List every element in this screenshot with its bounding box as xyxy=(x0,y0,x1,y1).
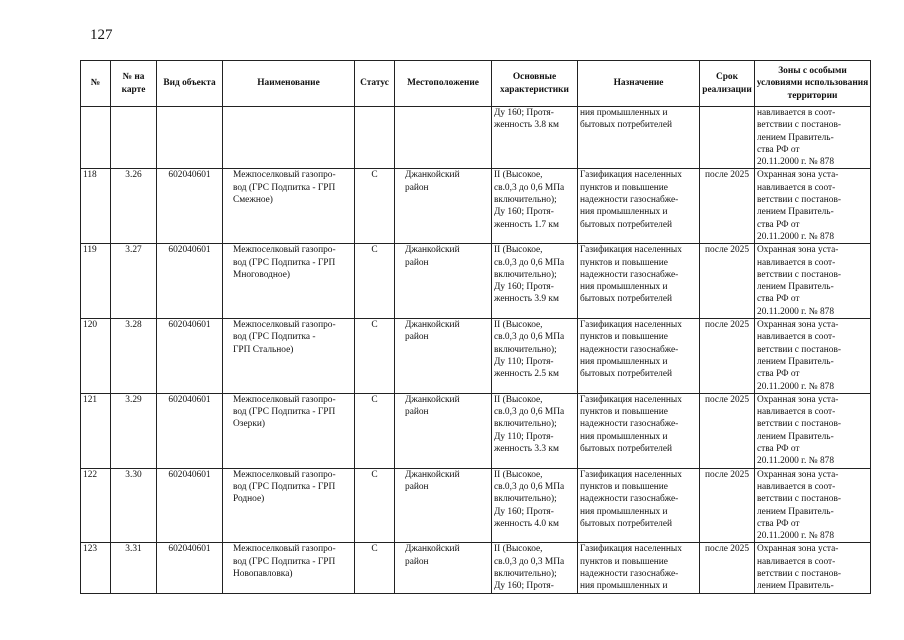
cell-location xyxy=(395,319,492,394)
cell-line: бытовых потребителей xyxy=(580,444,673,455)
header-map-number: № на карте xyxy=(111,61,157,107)
cell-line: 20.11.2000 г. № 878 xyxy=(757,231,835,242)
cell-line: пунктов и повышение xyxy=(580,407,668,418)
cell-line: пунктов и повышение xyxy=(580,182,668,193)
cell-line: Джанкойский xyxy=(405,320,460,331)
cell-number: 120 xyxy=(81,319,111,394)
cell-line: 20.11.2000 г. № 878 xyxy=(757,456,835,467)
cell-line: Газификация населенных xyxy=(580,544,682,555)
cell-line: Газификация населенных xyxy=(580,170,682,181)
cell-line: ветствии с постанов- xyxy=(757,344,842,355)
cell-line: Межпоселковый газопро- xyxy=(233,469,336,480)
cell-line: ния промышленных и xyxy=(580,207,668,218)
cell-line: II (Высокое, xyxy=(494,544,543,555)
cell-purpose xyxy=(578,319,700,394)
cell-name xyxy=(223,107,355,169)
table-row xyxy=(81,468,871,543)
cell-line: лением Правитель- xyxy=(757,132,834,143)
cell-map-number: 3.30 xyxy=(111,468,157,543)
header-term: Срок реализации xyxy=(700,61,755,107)
cell-line: II (Высокое, xyxy=(494,469,543,480)
cell-line: навливается в соот- xyxy=(757,556,836,567)
cell-number: 121 xyxy=(81,393,111,468)
cell-line: Новопавловка) xyxy=(233,568,293,579)
cell-line: надежности газоснабже- xyxy=(580,568,679,579)
cell-line: ветствии с постанов- xyxy=(757,419,842,430)
cell-line: район xyxy=(405,257,429,268)
cell-line: ства РФ от xyxy=(757,369,800,380)
cell-line: Охранная зона уста- xyxy=(757,394,839,405)
cell-line: вод (ГРС Подпитка - ГРП xyxy=(233,556,336,567)
objects-table xyxy=(80,60,871,594)
cell-line: Газификация населенных xyxy=(580,245,682,256)
cell-line: включительно); xyxy=(494,568,557,579)
cell-line: ния промышленных и xyxy=(580,108,668,118)
cell-purpose xyxy=(578,107,700,169)
cell-line: Газификация населенных xyxy=(580,469,682,480)
cell-line: св.0,3 до 0,6 МПа xyxy=(494,481,565,492)
cell-line: бытовых потребителей xyxy=(580,120,673,131)
cell-line: Ду 160; Протя- xyxy=(494,108,554,118)
cell-zones xyxy=(755,169,871,244)
cell-line: ства РФ от xyxy=(757,444,800,455)
cell-line: надежности газоснабже- xyxy=(580,344,679,355)
cell-number: 119 xyxy=(81,244,111,319)
cell-line: ства РФ от xyxy=(757,219,800,230)
cell-line: ния промышленных и xyxy=(580,282,668,293)
cell-characteristics xyxy=(492,543,578,593)
cell-line: Ду 110; Протя- xyxy=(494,431,554,442)
cell-object-type: 602040601 xyxy=(157,169,223,244)
cell-line: лением Правитель- xyxy=(757,431,834,442)
cell-line: ветствии с постанов- xyxy=(757,494,842,505)
cell-purpose xyxy=(578,468,700,543)
cell-line: II (Высокое, xyxy=(494,394,543,405)
header-object-type: Вид объекта xyxy=(157,61,223,107)
cell-line: женность 1.7 км xyxy=(494,219,559,230)
cell-line: вод (ГРС Подпитка - ГРП xyxy=(233,257,336,268)
header-zones: Зоны с особыми условиями использования территории xyxy=(755,61,871,107)
cell-zones xyxy=(755,543,871,593)
cell-line: Охранная зона уста- xyxy=(757,544,839,555)
cell-line: Межпоселковый газопро- xyxy=(233,245,336,256)
cell-object-type: 602040601 xyxy=(157,319,223,394)
cell-line: Ду 160; Протя- xyxy=(494,506,554,517)
cell-name xyxy=(223,468,355,543)
cell-line: II (Высокое, xyxy=(494,170,543,181)
cell-map-number xyxy=(111,107,157,169)
cell-line: Ду 110; Протя- xyxy=(494,356,554,367)
cell-line: надежности газоснабже- xyxy=(580,419,679,430)
cell-term: после 2025 xyxy=(700,169,755,244)
cell-purpose xyxy=(578,543,700,593)
page-number: 127 xyxy=(90,27,113,43)
cell-line: ветствии с постанов- xyxy=(757,195,842,206)
cell-line: Смежное) xyxy=(233,195,273,206)
cell-name xyxy=(223,393,355,468)
cell-line: ветствии с постанов- xyxy=(757,269,842,280)
cell-line: лением Правитель- xyxy=(757,506,834,517)
cell-line: район xyxy=(405,407,429,418)
cell-line: Ду 160; Протя- xyxy=(494,207,554,218)
cell-object-type: 602040601 xyxy=(157,244,223,319)
cell-line: включительно); xyxy=(494,419,557,430)
cell-location xyxy=(395,169,492,244)
cell-line: навливается в соот- xyxy=(757,407,836,418)
cell-number xyxy=(81,107,111,169)
cell-line: Многоводное) xyxy=(233,269,290,280)
cell-line: Межпоселковый газопро- xyxy=(233,170,336,181)
cell-line: навливается в соот- xyxy=(757,257,836,268)
cell-line: св.0,3 до 0,6 МПа xyxy=(494,182,565,193)
cell-line: женность 4.0 км xyxy=(494,518,559,529)
cell-line: лением Правитель- xyxy=(757,581,834,592)
cell-line: Межпоселковый газопро- xyxy=(233,320,336,331)
cell-status: С xyxy=(355,169,395,244)
cell-object-type: 602040601 xyxy=(157,468,223,543)
cell-zones xyxy=(755,468,871,543)
cell-line: лением Правитель- xyxy=(757,356,834,367)
cell-line: ния промышленных и xyxy=(580,356,668,367)
cell-number: 118 xyxy=(81,169,111,244)
table-row-continuation xyxy=(81,107,871,169)
header-name: Наименование xyxy=(223,61,355,107)
table-row xyxy=(81,543,871,593)
cell-line: св.0,3 до 0,6 МПа xyxy=(494,332,565,343)
cell-characteristics xyxy=(492,319,578,394)
table-row xyxy=(81,393,871,468)
cell-line: вод (ГРС Подпитка - xyxy=(233,332,316,343)
cell-line: надежности газоснабже- xyxy=(580,494,679,505)
cell-status: С xyxy=(355,319,395,394)
cell-line: ния промышленных и xyxy=(580,581,668,592)
header-status: Статус xyxy=(355,61,395,107)
cell-line: Джанкойский xyxy=(405,469,460,480)
cell-line: ства РФ от xyxy=(757,144,800,155)
cell-line: пунктов и повышение xyxy=(580,332,668,343)
table-row xyxy=(81,319,871,394)
cell-line: ния промышленных и xyxy=(580,506,668,517)
cell-term: после 2025 xyxy=(700,543,755,593)
cell-zones xyxy=(755,393,871,468)
cell-line: район xyxy=(405,556,429,567)
header-number: № xyxy=(81,61,111,107)
cell-line: лением Правитель- xyxy=(757,282,834,293)
header-characteristics: Основные характеристики xyxy=(492,61,578,107)
cell-line: Ду 160; Протя- xyxy=(494,581,554,592)
cell-line: район xyxy=(405,481,429,492)
cell-zones xyxy=(755,107,871,169)
cell-status: С xyxy=(355,244,395,319)
cell-line: навливается в соот- xyxy=(757,481,836,492)
cell-line: 20.11.2000 г. № 878 xyxy=(757,531,835,542)
cell-line: Охранная зона уста- xyxy=(757,170,839,181)
cell-status xyxy=(355,107,395,169)
cell-object-type: 602040601 xyxy=(157,393,223,468)
cell-map-number: 3.27 xyxy=(111,244,157,319)
cell-line: 20.11.2000 г. № 878 xyxy=(757,157,835,168)
cell-line: Межпоселковый газопро- xyxy=(233,394,336,405)
header-location: Местоположение xyxy=(395,61,492,107)
cell-line: навливается в соот- xyxy=(757,108,836,118)
cell-line: ния промышленных и xyxy=(580,431,668,442)
cell-line: включительно); xyxy=(494,344,557,355)
cell-line: вод (ГРС Подпитка - ГРП xyxy=(233,182,336,193)
cell-number: 123 xyxy=(81,543,111,593)
cell-line: вод (ГРС Подпитка - ГРП xyxy=(233,407,336,418)
cell-map-number: 3.29 xyxy=(111,393,157,468)
cell-object-type: 602040601 xyxy=(157,543,223,593)
cell-line: Охранная зона уста- xyxy=(757,469,839,480)
cell-map-number: 3.28 xyxy=(111,319,157,394)
cell-number: 122 xyxy=(81,468,111,543)
cell-line: Джанкойский xyxy=(405,394,460,405)
cell-line: женность 2.5 км xyxy=(494,369,559,380)
cell-line: пунктов и повышение xyxy=(580,481,668,492)
cell-purpose xyxy=(578,393,700,468)
cell-term xyxy=(700,107,755,169)
cell-characteristics xyxy=(492,169,578,244)
cell-line: Охранная зона уста- xyxy=(757,245,839,256)
cell-line: женность 3.8 км xyxy=(494,120,559,131)
cell-purpose xyxy=(578,244,700,319)
cell-term: после 2025 xyxy=(700,244,755,319)
table-header-row xyxy=(81,61,871,107)
cell-location xyxy=(395,468,492,543)
cell-status: С xyxy=(355,543,395,593)
cell-characteristics xyxy=(492,107,578,169)
cell-status: С xyxy=(355,468,395,543)
cell-name xyxy=(223,169,355,244)
cell-line: 20.11.2000 г. № 878 xyxy=(757,306,835,317)
cell-line: женность 3.3 км xyxy=(494,444,559,455)
cell-line: св.0,3 до 0,6 МПа xyxy=(494,407,565,418)
cell-line: Джанкойский xyxy=(405,170,460,181)
cell-line: Ду 160; Протя- xyxy=(494,282,554,293)
cell-line: пунктов и повышение xyxy=(580,257,668,268)
cell-line: Межпоселковый газопро- xyxy=(233,544,336,555)
cell-map-number: 3.31 xyxy=(111,543,157,593)
cell-name xyxy=(223,244,355,319)
cell-line: ства РФ от xyxy=(757,518,800,529)
cell-term: после 2025 xyxy=(700,393,755,468)
cell-location xyxy=(395,244,492,319)
cell-line: II (Высокое, xyxy=(494,245,543,256)
cell-line: включительно); xyxy=(494,269,557,280)
cell-line: Джанкойский xyxy=(405,245,460,256)
cell-line: надежности газоснабже- xyxy=(580,269,679,280)
cell-line: Охранная зона уста- xyxy=(757,320,839,331)
header-purpose: Назначение xyxy=(578,61,700,107)
cell-location xyxy=(395,107,492,169)
cell-term: после 2025 xyxy=(700,319,755,394)
cell-line: Газификация населенных xyxy=(580,320,682,331)
cell-characteristics xyxy=(492,468,578,543)
cell-line: бытовых потребителей xyxy=(580,219,673,230)
cell-line: навливается в соот- xyxy=(757,182,836,193)
cell-line: включительно); xyxy=(494,195,557,206)
cell-line: навливается в соот- xyxy=(757,332,836,343)
cell-line: бытовых потребителей xyxy=(580,294,673,305)
cell-line: ветствии с постанов- xyxy=(757,120,842,131)
cell-line: лением Правитель- xyxy=(757,207,834,218)
cell-zones xyxy=(755,319,871,394)
cell-line: св.0,3 до 0,6 МПа xyxy=(494,257,565,268)
cell-name xyxy=(223,543,355,593)
cell-line: район xyxy=(405,182,429,193)
cell-line: бытовых потребителей xyxy=(580,369,673,380)
cell-line: бытовых потребителей xyxy=(580,518,673,529)
table-row xyxy=(81,244,871,319)
cell-line: св.0,3 до 0,3 МПа xyxy=(494,556,565,567)
table-row xyxy=(81,169,871,244)
cell-zones xyxy=(755,244,871,319)
cell-line: II (Высокое, xyxy=(494,320,543,331)
cell-line: включительно); xyxy=(494,494,557,505)
cell-line: Озерки) xyxy=(233,419,266,430)
cell-line: ГРП Стальное) xyxy=(233,344,294,355)
cell-line: ветствии с постанов- xyxy=(757,568,842,579)
cell-line: район xyxy=(405,332,429,343)
cell-term: после 2025 xyxy=(700,468,755,543)
cell-line: ства РФ от xyxy=(757,294,800,305)
cell-characteristics xyxy=(492,393,578,468)
cell-purpose xyxy=(578,169,700,244)
cell-line: Джанкойский xyxy=(405,544,460,555)
cell-line: пунктов и повышение xyxy=(580,556,668,567)
cell-object-type xyxy=(157,107,223,169)
cell-location xyxy=(395,543,492,593)
cell-line: вод (ГРС Подпитка - ГРП xyxy=(233,481,336,492)
cell-line: женность 3.9 км xyxy=(494,294,559,305)
cell-line: Газификация населенных xyxy=(580,394,682,405)
cell-status: С xyxy=(355,393,395,468)
cell-line: 20.11.2000 г. № 878 xyxy=(757,381,835,392)
cell-characteristics xyxy=(492,244,578,319)
cell-line: надежности газоснабже- xyxy=(580,195,679,206)
cell-line: Родное) xyxy=(233,494,265,505)
cell-name xyxy=(223,319,355,394)
cell-location xyxy=(395,393,492,468)
cell-map-number: 3.26 xyxy=(111,169,157,244)
